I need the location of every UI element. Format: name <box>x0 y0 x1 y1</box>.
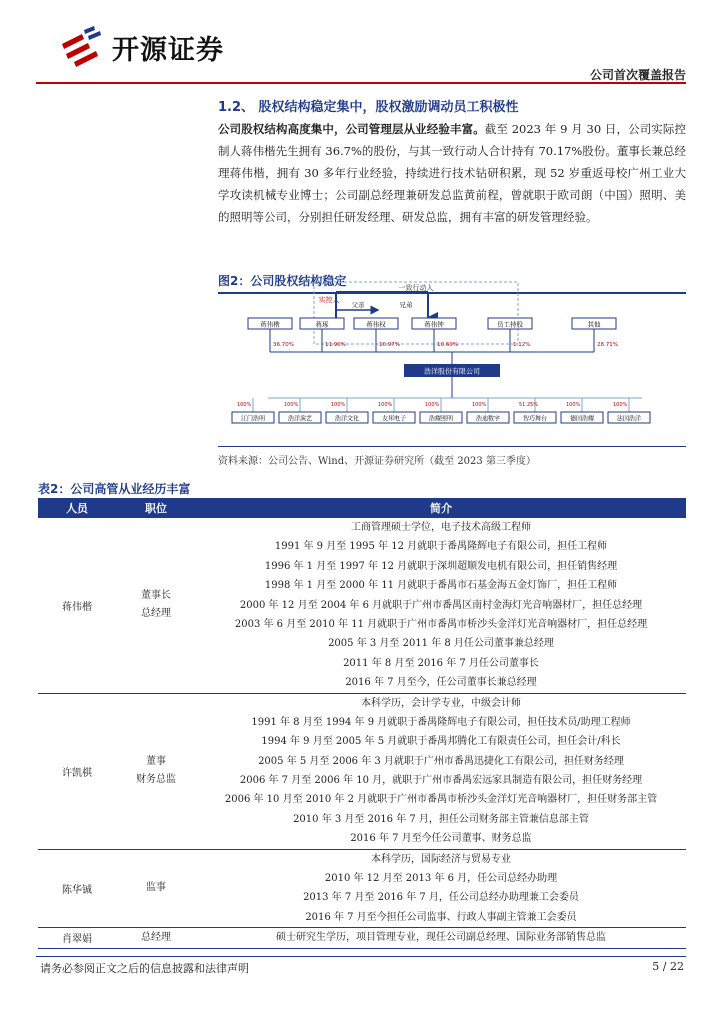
page-number: 5 / 22 <box>652 960 684 973</box>
position-line: 总经理 <box>141 608 171 620</box>
holder-name: 蒋琢 <box>315 320 329 329</box>
concert-party-label: 一致行动人 <box>398 284 434 292</box>
bio-line: 2006 年 7 月至 2006 年 10 月，就职于广州市番禺宏远家具制造有限公司，担任财务经理 <box>239 775 643 787</box>
header-person: 人员 <box>38 498 116 518</box>
relation-brother: 兄弟 <box>399 301 413 309</box>
holder-pct: 10.97% <box>379 342 400 348</box>
section-title: 1.2、 股权结构稳定集中，股权激励调动员工积极性 <box>218 100 519 115</box>
subsidiary-pct: 100% <box>566 402 581 408</box>
holder-name: 蒋伟权 <box>366 320 386 329</box>
bio-line: 2016 年 7 月至今任公司董事、财务总监 <box>350 833 532 845</box>
figure-divider <box>218 292 686 294</box>
figure-title: 图2：公司股权结构稳定 <box>218 274 347 288</box>
footer-divider <box>36 956 686 957</box>
paragraph-body: 截至 2023 年 9 月 30 日，公司实际控制人蒋伟楷先生拥有 36.7%的股份，与其一致行动人合计持有 70.17%股份。董事长兼总经理蒋伟楷，拥有 30 多年行业经验，持续进行技术钻研积累，现 52 岁重返母校广州工业大学攻读机械专业博士；公司副总经理兼研发总监黄前程，曾就职于欧司朗（中国）照明、美的照明等公司，分别担任研发经理、研发总监，拥有丰富的研发管理经验。 <box>218 122 686 224</box>
exec-position <box>116 693 196 849</box>
bio-line: 本科学历，国际经济与贸易专业 <box>371 853 511 865</box>
table-header-row <box>38 498 686 518</box>
holder-pct: 1.12% <box>513 342 531 348</box>
subsidiary-pct: 100% <box>331 402 346 408</box>
bio-line: 2005 年 5 月至 2006 年 3 月就职于广州市番禺迅捷化工有限公司，担任财务经理 <box>258 755 624 767</box>
relation-father: 父亲 <box>351 301 365 309</box>
subsidiary-pct: 100% <box>237 402 252 408</box>
footer-disclaimer: 请务必参阅正文之后的信息披露和法律声明 <box>40 962 249 975</box>
subsidiary-name: 友邦电子 <box>381 415 407 423</box>
bio-line: 2003 年 6 月至 2010 年 11 月就职于广州市番禺市桥沙头金洋灯光音响器材厂，担任总经理 <box>234 618 648 630</box>
bio-line: 本科学历，会计学专业，中级会计师 <box>361 697 521 709</box>
brand-name: 开源证券 <box>112 34 224 66</box>
controller-label: 实控人 <box>318 296 340 304</box>
exec-position <box>116 928 196 948</box>
bio-line: 2005 年 3 月至 2011 年 8 月任公司董事兼总经理 <box>328 638 554 650</box>
bio-line: 2000 年 12 月至 2004 年 6 月就职于广州市番禺区南村金海灯光音响器材厂，担任总经理 <box>239 599 643 611</box>
bio-line: 硕士研究生学历，项目管理专业，现任公司副总经理、国际业务部销售总监 <box>276 932 606 944</box>
holder-name: 蒋伟钟 <box>424 320 444 329</box>
holder-pct: 36.70% <box>273 342 294 348</box>
table-row <box>38 518 686 693</box>
holder-pct: 10.60% <box>437 342 458 348</box>
bio-line: 2010 年 3 月至 2016 年 7 月，担任公司财务部主管兼信息部主管 <box>293 813 589 825</box>
subsidiary-name: 浩洋文化 <box>334 415 360 423</box>
position-line: 财务总监 <box>136 774 176 786</box>
bio-line: 2016 年 7 月至今，任公司董事长兼总经理 <box>345 677 537 689</box>
bio-line: 2011 年 8 月至 2016 年 7 月任公司董事长 <box>343 657 539 669</box>
bio-line: 2010 年 12 月至 2013 年 6 月，任公司总经办助理 <box>324 873 558 885</box>
subsidiary-pct: 100% <box>613 402 628 408</box>
ownership-diagram <box>218 284 686 442</box>
subsidiary-pct: 100% <box>472 402 487 408</box>
subsidiary-name: 浩迪数字 <box>475 415 501 423</box>
bio-line: 1998 年 1 月至 2000 年 11 月就职于番禺市石基金海五金灯饰厂，担任工程师 <box>264 580 618 592</box>
holder-name: 其他 <box>587 320 601 329</box>
exec-bio <box>196 518 686 693</box>
exec-name: 陈华铖 <box>38 849 116 928</box>
bio-line: 工商管理硕士学位，电子技术高级工程师 <box>351 522 531 533</box>
company-name: 浩洋股份有限公司 <box>424 367 480 376</box>
table-row <box>38 693 686 849</box>
exec-position <box>116 518 196 693</box>
subsidiary-name: 浩洋演艺 <box>287 415 313 423</box>
position-line: 董事 <box>146 756 166 768</box>
exec-bio <box>196 928 686 948</box>
subsidiary-pct: 100% <box>425 402 440 408</box>
report-type: 公司首次覆盖报告 <box>589 68 686 82</box>
bio-line: 2016 年 7 月至今担任公司监事、行政人事副主管兼工会委员 <box>305 911 577 923</box>
holder-pct: 28.71% <box>597 342 618 348</box>
holder-name: 员工持股 <box>497 320 523 329</box>
subsidiary-pct: 100% <box>284 402 299 408</box>
executive-table <box>38 498 686 949</box>
bio-line: 1996 年 1 月至 1997 年 12 月就职于深圳超顺发电机有限公司，担任销售经理 <box>264 560 618 572</box>
holder-name: 蒋伟楷 <box>260 320 280 329</box>
subsidiary-name: 德国浩耀 <box>569 415 595 423</box>
paragraph-lead: 公司股权结构高度集中，公司管理层从业经验丰富。 <box>218 122 485 136</box>
exec-bio <box>196 849 686 928</box>
brand-logo <box>58 24 224 70</box>
table-title: 表2：公司高管从业经历丰富 <box>38 482 191 496</box>
bio-line: 1991 年 9 月至 1995 年 12 月就职于番禺隆辉电子有限公司，担任工程师 <box>274 541 608 553</box>
header-divider <box>36 82 686 84</box>
exec-name: 肖翠娟 <box>38 928 116 948</box>
brand-logo-icon <box>58 24 104 70</box>
exec-position <box>116 849 196 928</box>
bio-line: 2013 年 7 月至 2016 年 7 月，任公司总经办助理兼工会委员 <box>303 892 579 904</box>
source-divider <box>218 446 686 447</box>
position-line: 总经理 <box>141 931 171 943</box>
position-line: 董事长 <box>141 590 171 602</box>
exec-name: 许凯棋 <box>38 693 116 849</box>
subsidiary-name: 智巧舞台 <box>522 415 548 423</box>
exec-bio <box>196 693 686 849</box>
subsidiary-name: 法国浩洋 <box>616 415 642 423</box>
bio-line: 1994 年 9 月至 2005 年 5 月就职于番禺邦腾化工有限责任公司，担任会计/科长 <box>261 736 621 748</box>
bio-line: 1991 年 8 月至 1994 年 9 月就职于番禺隆辉电子有限公司，担任技术员/助理工程师 <box>251 716 631 728</box>
table-row <box>38 928 686 948</box>
exec-name: 蒋伟楷 <box>38 518 116 693</box>
holder-pct: 11.90% <box>325 342 346 348</box>
section-paragraph <box>218 118 686 228</box>
header-bio: 简介 <box>196 498 686 518</box>
subsidiary-name: 江门浩明 <box>240 415 266 423</box>
subsidiary-pct: 51.25% <box>519 402 539 408</box>
subsidiary-name: 浩耀照明 <box>428 415 454 423</box>
table-row <box>38 849 686 928</box>
subsidiary-pct: 100% <box>378 402 393 408</box>
figure-source: 资料来源：公司公告、Wind、开源证券研究所（截至 2023 第三季度） <box>218 456 536 467</box>
bio-line: 2006 年 10 月至 2010 年 2 月就职于广州市番禺市桥沙头金洋灯光音响器材厂，担任财务部主管 <box>224 794 658 806</box>
position-line: 监事 <box>146 882 166 894</box>
header-position: 职位 <box>116 498 196 518</box>
